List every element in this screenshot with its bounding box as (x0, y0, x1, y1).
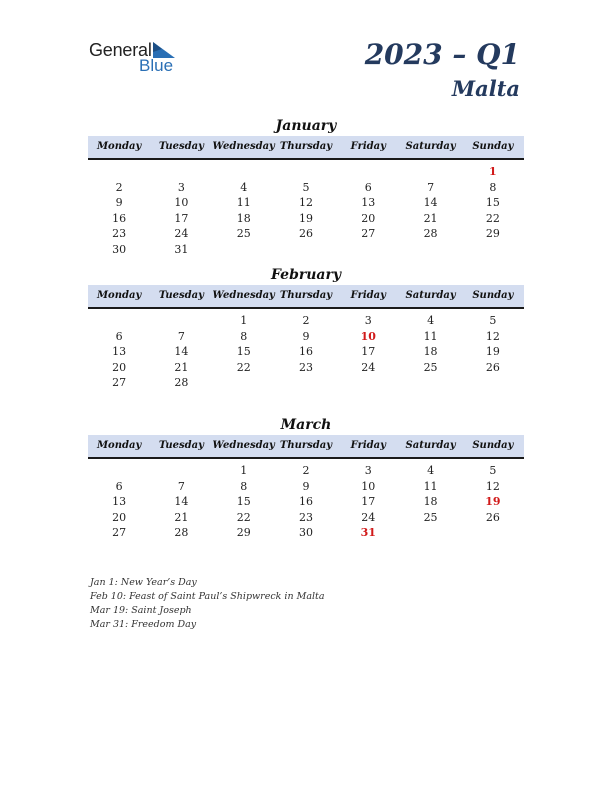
day-cell: 7 (177, 479, 185, 493)
day-cell: 5 (489, 314, 497, 327)
logo-general-text: General (89, 40, 152, 60)
day-cell: 17 (361, 495, 376, 508)
empty-day-cell (399, 242, 461, 258)
weekday-label: Thursday (279, 290, 333, 301)
day-cell: 19 (485, 345, 500, 358)
day-cell: 3 (364, 464, 372, 477)
day-cell: 4 (240, 180, 248, 194)
day-cell: 14 (174, 345, 189, 358)
month-title: January (275, 118, 337, 134)
empty-day-cell (213, 375, 275, 391)
weekday-label: Wednesday (212, 440, 275, 451)
day-cell: 3 (364, 314, 372, 327)
day-cell: 2 (115, 180, 123, 194)
empty-day-cell (150, 164, 212, 180)
day-cell: 6 (115, 479, 123, 493)
day-cell: 26 (485, 360, 500, 374)
day-cell: 20 (112, 360, 127, 374)
holiday-note: Mar 19: Saint Joseph (90, 605, 192, 616)
day-cell: 7 (177, 329, 185, 343)
day-cell: 4 (427, 314, 435, 327)
day-grid (88, 313, 524, 391)
day-cell: 23 (298, 360, 313, 374)
day-grid (88, 164, 524, 257)
month-february (88, 265, 524, 391)
day-cell: 16 (298, 495, 313, 508)
day-cell: 16 (112, 211, 127, 225)
weekday-label: Saturday (405, 141, 456, 152)
day-cell: 28 (423, 227, 438, 240)
day-cell: 5 (489, 464, 497, 477)
empty-day-cell (462, 525, 524, 541)
empty-day-cell (275, 242, 337, 258)
month-january (88, 116, 524, 257)
day-cell: 26 (485, 510, 500, 524)
day-cell: 12 (298, 196, 313, 209)
empty-day-cell (213, 164, 275, 180)
day-cell: 30 (298, 526, 313, 539)
day-cell: 6 (115, 329, 123, 343)
day-cell: 28 (174, 376, 189, 389)
country-name: Malta (451, 76, 520, 101)
day-cell: 8 (489, 180, 497, 194)
day-cell: 10 (174, 196, 189, 209)
day-cell: 3 (177, 180, 185, 194)
day-cell: 16 (298, 345, 313, 358)
day-cell: 17 (361, 345, 376, 358)
day-cell: 28 (174, 526, 189, 539)
weekday-label: Friday (350, 290, 386, 301)
day-cell: 25 (236, 227, 251, 240)
day-cell: 2 (302, 464, 310, 477)
day-cell: 18 (423, 495, 438, 508)
holiday-note: Feb 10: Feast of Saint Paul’s Shipwreck in Malta (90, 591, 325, 602)
day-cell: 10 (361, 479, 376, 493)
day-cell: 26 (298, 227, 313, 240)
day-cell: 17 (174, 211, 189, 225)
day-cell: 22 (236, 510, 251, 524)
day-cell: 7 (427, 180, 435, 194)
empty-day-cell (213, 242, 275, 258)
day-cell: 24 (361, 510, 376, 524)
day-cell: 22 (236, 360, 251, 374)
empty-day-cell (275, 164, 337, 180)
weekday-label: Friday (350, 141, 386, 152)
day-cell: 21 (423, 211, 438, 225)
holiday-notes (90, 576, 325, 632)
weekday-label: Saturday (405, 440, 456, 451)
day-cell: 6 (364, 180, 372, 194)
holiday-note: Jan 1: New Year’s Day (90, 577, 197, 588)
weekday-label: Monday (96, 290, 142, 301)
weekday-label: Thursday (279, 440, 333, 451)
empty-day-cell (399, 164, 461, 180)
day-cell: 15 (236, 345, 251, 358)
empty-day-cell (88, 164, 150, 180)
day-cell: 19 (485, 495, 501, 508)
day-cell: 8 (240, 479, 248, 493)
empty-day-cell (337, 375, 399, 391)
weekday-label: Saturday (405, 290, 456, 301)
day-cell: 31 (360, 526, 376, 539)
day-cell: 1 (240, 464, 248, 477)
day-cell: 13 (361, 196, 376, 209)
day-cell: 10 (360, 329, 376, 343)
day-cell: 29 (236, 526, 251, 539)
day-cell: 12 (485, 479, 500, 493)
day-cell: 12 (485, 329, 500, 343)
page-title: 2023 – Q1 (364, 38, 520, 71)
empty-day-cell (150, 313, 212, 329)
day-cell: 2 (302, 314, 310, 327)
day-cell: 15 (485, 196, 500, 209)
day-cell: 27 (112, 376, 127, 389)
day-cell: 14 (174, 495, 189, 508)
day-cell: 21 (174, 360, 189, 374)
weekday-label: Monday (96, 141, 142, 152)
day-cell: 24 (361, 360, 376, 374)
day-cell: 31 (174, 242, 189, 256)
day-cell: 18 (236, 211, 251, 225)
day-cell: 20 (112, 510, 127, 524)
weekday-label: Sunday (472, 290, 514, 301)
day-cell: 25 (423, 360, 438, 374)
weekday-label: Wednesday (212, 290, 275, 301)
month-march (88, 415, 524, 541)
empty-day-cell (337, 164, 399, 180)
day-cell: 25 (423, 510, 438, 524)
weekday-label: Tuesday (158, 141, 204, 152)
holiday-note: Mar 31: Freedom Day (90, 619, 197, 630)
generalblue-logo (89, 40, 189, 76)
empty-day-cell (337, 242, 399, 258)
day-cell: 21 (174, 510, 189, 524)
weekday-label: Friday (350, 440, 386, 451)
day-cell: 20 (361, 211, 376, 225)
day-cell: 27 (361, 227, 376, 240)
weekday-header (88, 435, 524, 459)
empty-day-cell (462, 375, 524, 391)
weekday-label: Tuesday (158, 290, 204, 301)
weekday-label: Sunday (472, 141, 514, 152)
day-cell: 1 (489, 165, 497, 178)
day-cell: 23 (298, 510, 313, 524)
day-grid (88, 463, 524, 541)
empty-day-cell (399, 375, 461, 391)
day-cell: 18 (423, 345, 438, 358)
month-title: March (280, 417, 332, 433)
weekday-label: Thursday (279, 141, 333, 152)
empty-day-cell (88, 463, 150, 479)
logo-blue-text: Blue (139, 56, 174, 75)
day-cell: 11 (423, 479, 438, 493)
day-cell: 14 (423, 196, 438, 209)
weekday-label: Monday (96, 440, 142, 451)
day-cell: 30 (112, 242, 127, 256)
empty-day-cell (275, 375, 337, 391)
empty-day-cell (150, 463, 212, 479)
day-cell: 24 (174, 227, 189, 240)
day-cell: 9 (302, 329, 310, 343)
day-cell: 11 (423, 329, 438, 343)
day-cell: 4 (427, 464, 435, 477)
day-cell: 27 (112, 526, 127, 539)
day-cell: 9 (302, 479, 310, 493)
day-cell: 13 (112, 345, 127, 358)
day-cell: 22 (485, 211, 500, 225)
day-cell: 5 (302, 180, 310, 194)
empty-day-cell (399, 525, 461, 541)
day-cell: 1 (240, 314, 248, 327)
weekday-label: Tuesday (158, 440, 204, 451)
day-cell: 23 (112, 227, 127, 240)
month-title: February (270, 267, 341, 283)
day-cell: 9 (115, 196, 123, 209)
day-cell: 11 (236, 196, 251, 209)
weekday-header (88, 285, 524, 309)
empty-day-cell (88, 313, 150, 329)
weekday-header (88, 136, 524, 160)
day-cell: 13 (112, 495, 127, 508)
weekday-label: Wednesday (212, 141, 275, 152)
day-cell: 29 (485, 227, 500, 240)
day-cell: 19 (298, 211, 313, 225)
empty-day-cell (462, 242, 524, 258)
weekday-label: Sunday (472, 440, 514, 451)
day-cell: 15 (236, 495, 251, 508)
day-cell: 8 (240, 329, 248, 343)
